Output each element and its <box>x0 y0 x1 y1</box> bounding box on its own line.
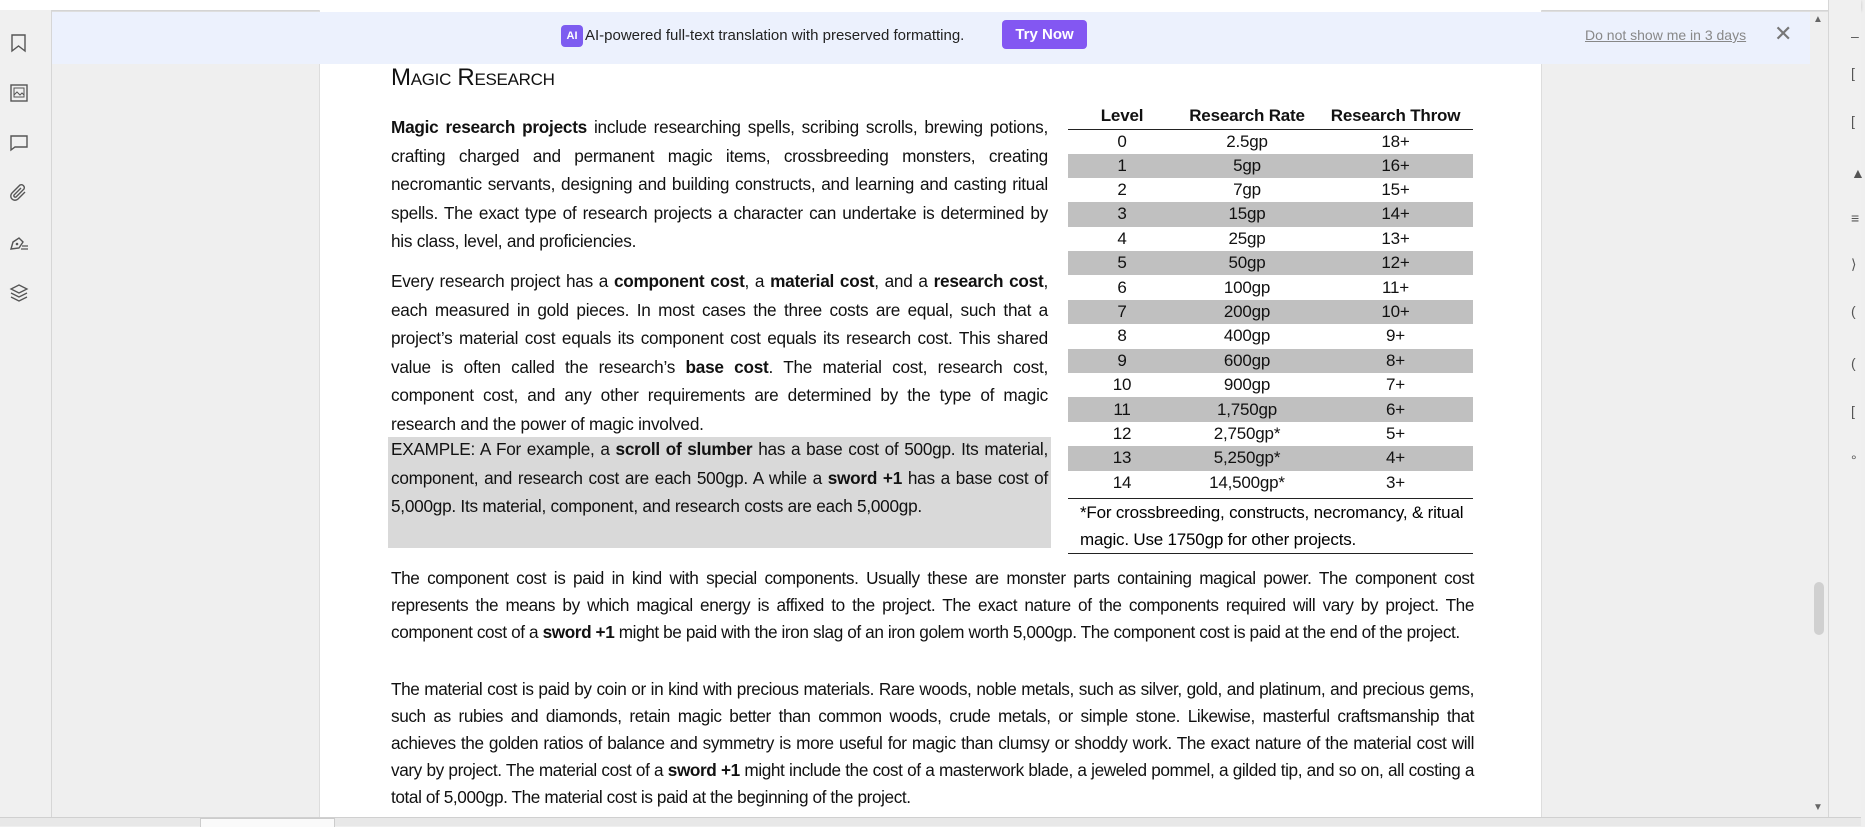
cell-level: 8 <box>1117 326 1127 346</box>
cell-level: 12 <box>1112 423 1132 443</box>
cell-level: 4 <box>1117 228 1127 248</box>
cell-research-rate: 14,500gp* <box>1209 472 1285 492</box>
table-row <box>1068 275 1473 299</box>
bold-term: component cost <box>613 271 745 291</box>
cell-level: 9 <box>1068 349 1176 373</box>
cell-research-rate: 5,250gp* <box>1176 446 1318 470</box>
tool-icon[interactable]: ( <box>1851 303 1856 319</box>
cell-level: 11 <box>1068 397 1176 421</box>
tool-icon[interactable]: ⟩ <box>1851 256 1857 272</box>
table-row <box>1068 202 1473 226</box>
cell-research-throw: 7+ <box>1386 375 1405 395</box>
cell-research-rate: 100gp <box>1223 277 1271 297</box>
tool-icon[interactable]: [ <box>1851 113 1855 129</box>
bold-term: sword +1 <box>542 622 615 642</box>
text-run: might include the cost of a masterwork blade, a jeweled pommel, a gilded tip, and so on, all costing a total of 5,000gp. The material cost is paid at the beginning of the project. <box>391 760 1474 807</box>
signature-icon[interactable] <box>8 232 30 254</box>
paragraph-component-cost <box>391 565 1474 646</box>
cell-research-rate: 1,750gp <box>1176 397 1318 421</box>
tool-icon[interactable]: ▲ <box>1851 165 1865 181</box>
bold-term: base cost <box>685 356 769 377</box>
cell-research-throw: 12+ <box>1318 251 1473 275</box>
ai-translate-icon: AI <box>561 25 583 47</box>
table-row <box>1068 178 1473 202</box>
bold-term: Magic research projects <box>391 117 587 137</box>
cell-research-rate: 200gp <box>1176 300 1318 324</box>
cell-research-throw: 9+ <box>1386 326 1405 346</box>
bold-term: research cost <box>933 271 1044 291</box>
table-row <box>1068 129 1473 154</box>
text-run: include researching spells, scribing scrolls, brewing potions, crafting charged and permanent magic items, crossbreeding monsters, creating necromantic servants, designing and building constructs, and learning and casting ritual spells. The exact type of research projects a character can undertake is determined by his class, level, and proficiencies. <box>391 117 1048 251</box>
bookmark-icon[interactable] <box>8 32 30 54</box>
bottom-tab[interactable] <box>200 818 335 827</box>
left-sidebar <box>0 10 52 817</box>
cell-research-throw: 16+ <box>1318 154 1473 178</box>
paragraph-intro <box>391 113 1048 256</box>
cell-level: 0 <box>1117 131 1127 151</box>
cell-research-throw: 13+ <box>1381 228 1410 248</box>
cell-level: 1 <box>1068 154 1176 178</box>
comment-icon[interactable] <box>8 132 30 154</box>
cell-level: 7 <box>1068 300 1176 324</box>
cell-research-throw: 14+ <box>1318 202 1473 226</box>
bold-term: scroll of slumber <box>615 439 753 459</box>
cell-level: 10 <box>1112 375 1132 395</box>
text-run: Every research project has a <box>391 271 614 291</box>
right-tool-panel <box>1828 0 1865 817</box>
table-footnote: *For crossbreeding, constructs, necromancy, & ritual magic. Use 1750gp for other projects. <box>1068 498 1473 554</box>
text-run: The component cost is paid in kind with special components. Usually these are monster parts containing magical power. The component cost represents the means by which magical energy is affixed to the project. The exact nature of the components required will vary by project. The component cost of a <box>391 568 1474 642</box>
cell-research-throw: 11+ <box>1382 277 1409 297</box>
research-rate-table <box>1068 104 1473 495</box>
column-header-research-rate: Research Rate <box>1176 104 1318 129</box>
table-row <box>1068 300 1473 324</box>
section-title: Magic Research <box>391 64 555 91</box>
text-run: has a base cost of 5,000gp. Its material, component, and research costs are each 5,000gp. <box>391 467 1048 516</box>
tool-icon[interactable]: [ <box>1851 403 1855 419</box>
cell-level: 6 <box>1117 277 1127 297</box>
column-header-research-throw: Research Throw <box>1318 104 1473 129</box>
cell-level: 5 <box>1068 251 1176 275</box>
table-row <box>1068 349 1473 373</box>
tool-icon[interactable]: ° <box>1851 452 1857 468</box>
scroll-down-arrow-icon[interactable]: ▼ <box>1813 802 1823 813</box>
column-header-level: Level <box>1068 104 1176 129</box>
tool-icon[interactable]: ≡ <box>1851 210 1860 226</box>
text-run: has a base cost of 500gp. Its material, component, and research cost are each 500gp. A while a <box>391 439 1049 488</box>
text-run: , a <box>744 271 771 291</box>
tool-icon[interactable]: – <box>1851 28 1859 44</box>
table-row <box>1068 373 1473 397</box>
cell-research-rate: 2.5gp <box>1226 131 1268 151</box>
table-row <box>1068 471 1473 495</box>
cell-research-rate: 7gp <box>1233 180 1261 200</box>
cell-research-throw: 4+ <box>1318 446 1473 470</box>
table-row <box>1068 397 1473 421</box>
text-run: , and a <box>874 271 934 291</box>
table-row <box>1068 154 1473 178</box>
example-text <box>391 435 1048 521</box>
cell-research-throw: 6+ <box>1318 397 1473 421</box>
window-top-edge <box>0 0 1861 10</box>
try-now-button[interactable]: Try Now <box>1002 20 1087 49</box>
table-row <box>1068 227 1473 251</box>
text-run: , each measured in gold pieces. In most cases the three costs are equal, such that a project’s material cost equals its component cost equals its research cost. This shared value is often called the research’s <box>391 271 1048 377</box>
dismiss-3-days-link[interactable]: Do not show me in 3 days <box>1585 27 1747 43</box>
table-row <box>1068 446 1473 470</box>
scrollbar-thumb[interactable] <box>1814 582 1824 635</box>
cell-research-throw: 10+ <box>1318 300 1473 324</box>
translation-banner <box>52 12 1810 64</box>
cell-research-throw: 3+ <box>1386 472 1405 492</box>
bold-term: sword +1 <box>667 760 740 780</box>
cell-research-throw: 8+ <box>1318 349 1473 373</box>
bold-term: material cost <box>770 271 875 291</box>
text-run: EXAMPLE: A For example, a <box>391 439 616 459</box>
cell-research-rate: 600gp <box>1176 349 1318 373</box>
paragraph-costs <box>391 267 1048 438</box>
cell-research-rate: 900gp <box>1223 375 1271 395</box>
vertical-scrollbar[interactable] <box>1810 12 1828 817</box>
cell-level: 13 <box>1068 446 1176 470</box>
cell-research-rate: 15gp <box>1176 202 1318 226</box>
cell-research-throw: 18+ <box>1381 131 1410 151</box>
cell-level: 14 <box>1112 472 1132 492</box>
text-run: . The material cost, research cost, component cost, and any other requirements are determined by the type of magic research and the power of magic involved. <box>391 356 1048 434</box>
layers-icon[interactable] <box>8 282 30 304</box>
cell-research-rate: 2,750gp* <box>1213 423 1281 443</box>
cell-level: 3 <box>1068 202 1176 226</box>
cell-level: 2 <box>1117 180 1127 200</box>
table-row <box>1068 251 1473 275</box>
thumbnail-icon[interactable] <box>8 82 30 104</box>
table-row <box>1068 422 1473 446</box>
cell-research-rate: 25gp <box>1228 228 1266 248</box>
text-run: might be paid with the iron slag of an iron golem worth 5,000gp. The component cost is paid at the end of the project. <box>614 622 1460 642</box>
close-icon[interactable]: ✕ <box>1774 21 1793 46</box>
table-row <box>1068 324 1473 348</box>
tool-icon[interactable]: ( <box>1851 355 1856 371</box>
bottom-status-bar <box>0 817 1861 826</box>
cell-research-rate: 5gp <box>1176 154 1318 178</box>
bold-term: sword +1 <box>827 467 903 488</box>
cell-research-throw: 5+ <box>1386 423 1405 443</box>
cell-research-throw: 15+ <box>1381 180 1410 200</box>
scroll-up-arrow-icon[interactable]: ▲ <box>1813 14 1823 25</box>
attachment-icon[interactable] <box>8 182 30 204</box>
text-run: The material cost is paid by coin or in kind with precious materials. Rare woods, noble metals, such as silver, gold, and platinum, and precious gems, such as rubies and diamonds, retain magic better than common woods, crude metals, or simple stone. Likewise, masterful craftsmanship that achieves the golden ratios of balance and symmetry is more useful for magic than clumsy or shoddy work. The exact nature of the material cost will vary by project. The material cost of a <box>391 679 1474 780</box>
cell-research-rate: 400gp <box>1223 326 1271 346</box>
tool-icon[interactable]: [ <box>1851 65 1855 81</box>
paragraph-material-cost <box>391 676 1474 811</box>
cell-research-rate: 50gp <box>1176 251 1318 275</box>
banner-message: AI-powered full-text translation with preserved formatting. <box>585 27 965 44</box>
pdf-page <box>319 10 1542 817</box>
